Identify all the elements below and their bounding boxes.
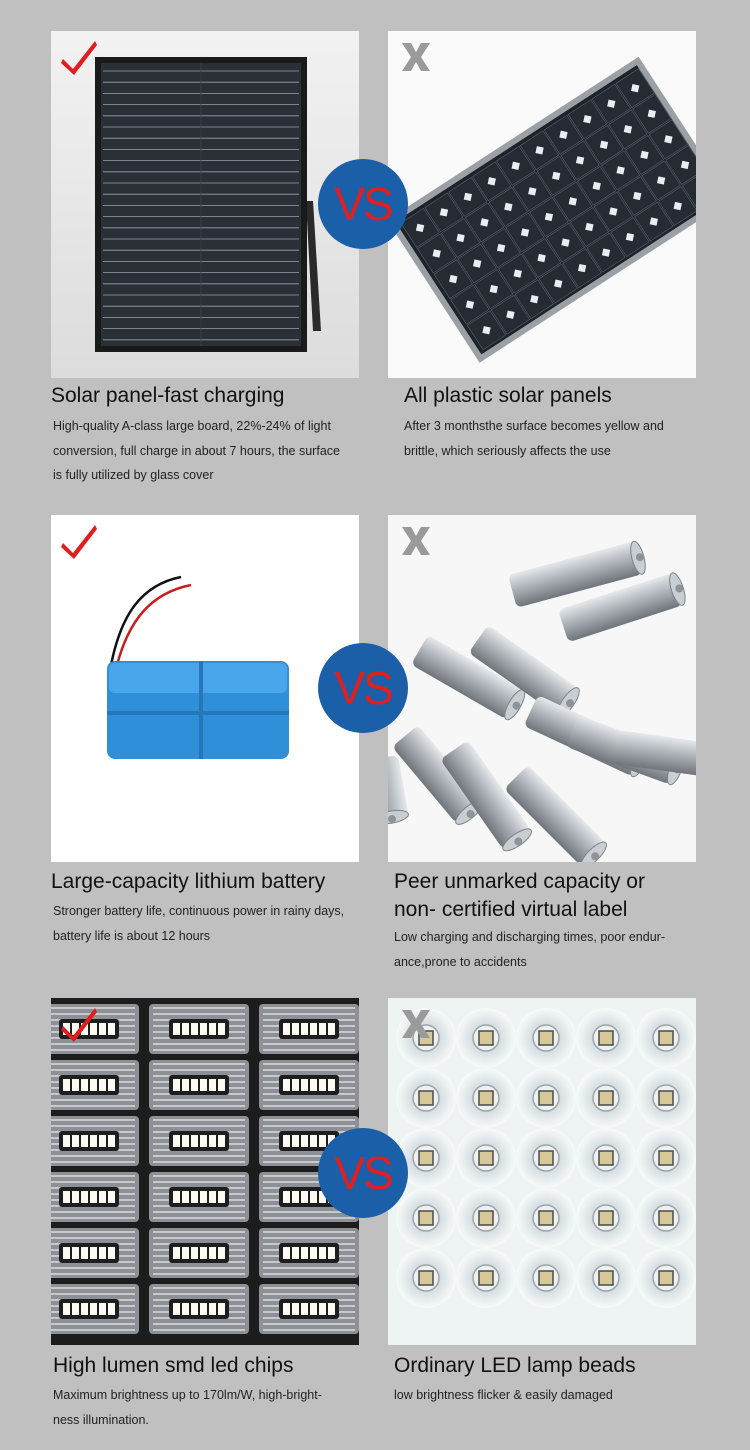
good-title: Solar panel-fast charging <box>51 384 285 407</box>
x-mark-icon <box>396 1004 436 1044</box>
bad-description: low brightness flicker & easily damaged <box>394 1388 613 1402</box>
solar-panel-good-image <box>51 31 359 378</box>
vs-badge: VS <box>318 159 408 249</box>
unmarked-batteries-bad-image <box>388 515 696 862</box>
good-description: Maximum brightness up to 170lm/W, high-bright- ness illumination. <box>53 1388 322 1427</box>
lithium-battery-good-image <box>51 515 359 862</box>
bad-description: Low charging and discharging times, poor endur- ance,prone to accidents <box>394 930 665 969</box>
check-mark-icon <box>59 37 99 77</box>
bad-title: Ordinary LED lamp beads <box>394 1354 636 1377</box>
ordinary-led-beads-bad-image <box>388 998 696 1345</box>
bad-description: After 3 monthsthe surface becomes yellow and brittle, which seriously affects the use <box>404 419 664 458</box>
plastic-panel-bad-image <box>388 31 696 378</box>
check-mark-icon <box>59 1004 99 1044</box>
vs-badge: VS <box>318 1128 408 1218</box>
good-title: High lumen smd led chips <box>53 1354 294 1377</box>
x-mark-icon <box>396 521 436 561</box>
good-description: High-quality A-class large board, 22%-24% of light conversion, full charge in about 7 hours, the surface is fully utilized by glass cover <box>53 419 340 482</box>
vs-badge: VS <box>318 643 408 733</box>
good-description: Stronger battery life, continuous power in rainy days, battery life is about 12 hours <box>53 904 345 943</box>
bad-title: Peer unmarked capacity or non- certified virtual label <box>394 870 645 921</box>
check-mark-icon <box>59 521 99 561</box>
x-mark-icon <box>396 37 436 77</box>
smd-led-chips-good-image <box>51 998 359 1345</box>
good-title: Large-capacity lithium battery <box>51 870 326 893</box>
bad-title: All plastic solar panels <box>404 384 612 407</box>
